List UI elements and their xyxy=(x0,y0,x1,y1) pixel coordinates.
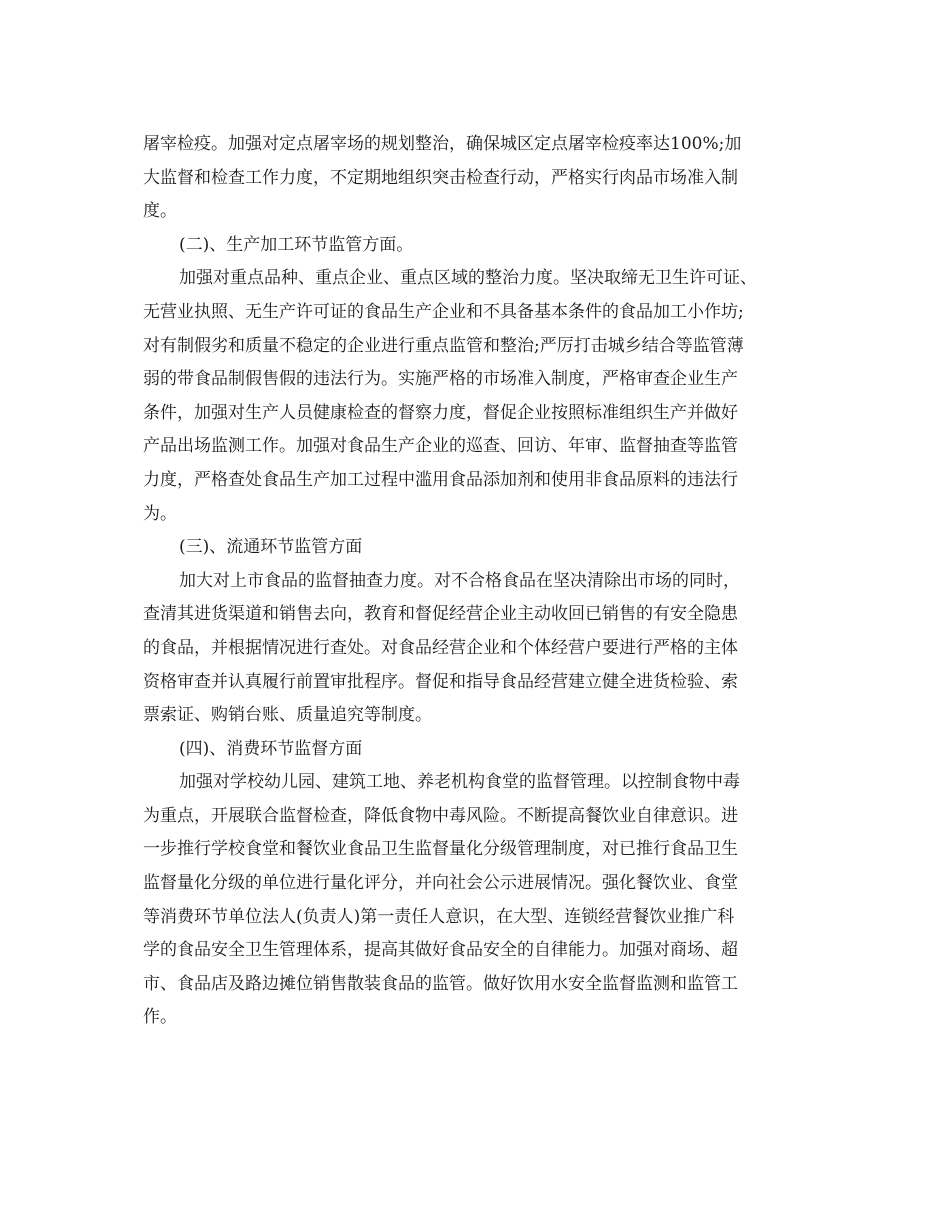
document-body xyxy=(143,128,813,1035)
paragraph-first-line: 加强对重点品种、重点企业、重点区域的整治力度。坚决取缔无卫生许可证、 xyxy=(179,268,757,289)
text-line: 票索证、购销台账、质量追究等制度。 xyxy=(143,705,432,726)
text-line: 条件，加强对生产人员健康检查的督察力度，督促企业按照标准组织生产并做好 xyxy=(143,402,738,423)
text-line: 等消费环节单位法人(负责人)第一责任人意识，在大型、连锁经营餐饮业推广科 xyxy=(143,906,735,927)
text-line: 市、食品店及路边摊位销售散装食品的监管。做好饮用水安全监督监测和监管工 xyxy=(143,973,738,994)
section-heading: (三)、流通环节监管方面 xyxy=(179,537,363,558)
text-line: 资格审查并认真履行前置审批程序。督促和指导食品经营建立健全进货检验、索 xyxy=(143,671,738,692)
text-line: 对有制假劣和质量不稳定的企业进行重点监管和整治;严厉打击城乡结合等监管薄 xyxy=(143,335,744,356)
text-line: 力度，严格查处食品生产加工过程中滥用食品添加剂和使用非食品原料的违法行 xyxy=(143,469,738,490)
text-line: 为重点，开展联合监督检查，降低食物中毒风险。不断提高餐饮业自律意识。进 xyxy=(143,805,738,826)
paragraph-first-line: 加大对上市食品的监督抽查力度。对不合格食品在坚决清除出市场的同时， xyxy=(179,570,740,591)
text-line: 弱的带食品制假售假的违法行为。实施严格的市场准入制度，严格审查企业生产 xyxy=(143,369,738,390)
text-line: 大监督和检查工作力度，不定期地组织突击检查行动，严格实行肉品市场准入制 xyxy=(143,167,738,188)
text-line: 为。 xyxy=(143,503,177,524)
paragraph-first-line: 加强对学校幼儿园、建筑工地、养老机构食堂的监督管理。以控制食物中毒 xyxy=(179,772,740,793)
text-line: 查清其进货渠道和销售去向，教育和督促经营企业主动收回已销售的有安全隐患 xyxy=(143,604,738,625)
text-line: 作。 xyxy=(143,1007,177,1028)
text-line: 的食品，并根据情况进行查处。对食品经营企业和个体经营户要进行严格的主体 xyxy=(143,637,738,658)
text-line: 学的食品安全卫生管理体系，提高其做好食品安全的自律能力。加强对商场、超 xyxy=(143,940,738,961)
section-heading: (四)、消费环节监督方面 xyxy=(179,738,363,759)
text-line: 屠宰检疫。加强对定点屠宰场的规划整治，确保城区定点屠宰检疫率达100%;加 xyxy=(143,134,742,154)
text-line: 度。 xyxy=(143,201,177,222)
text-line: 监督量化分级的单位进行量化评分，并向社会公示进展情况。强化餐饮业、食堂 xyxy=(143,873,738,894)
text-line: 无营业执照、无生产许可证的食品生产企业和不具备基本条件的食品加工小作坊; xyxy=(143,301,744,322)
section-heading: (二)、生产加工环节监管方面。 xyxy=(179,234,414,255)
text-line: 一步推行学校食堂和餐饮业食品卫生监督量化分级管理制度，对已推行食品卫生 xyxy=(143,839,738,860)
text-line: 产品出场监测工作。加强对食品生产企业的巡查、回访、年审、监督抽查等监管 xyxy=(143,436,738,457)
